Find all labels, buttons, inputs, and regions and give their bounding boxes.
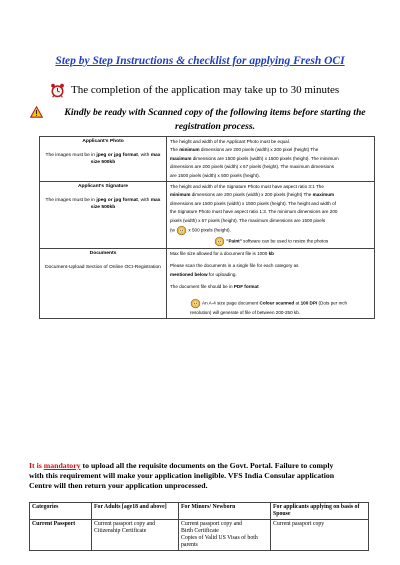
minors-current-passport: Current passport copy and Birth Certificate Copies of Valid US Visas of both parents [179, 520, 271, 551]
signature-row [40, 182, 375, 249]
signature-format-note: The images must be in jpeg or jpg format, with max size 500kb [45, 198, 161, 210]
adults-current-passport: Current passport copy and Citizenship Certificate [92, 520, 179, 551]
completion-time-note: The completion of the application may take up to 30 minutes [71, 84, 340, 96]
photo-format-note: The images must be in jpeg or jpg format, with max size 500kb [45, 153, 161, 165]
table-row [30, 520, 369, 551]
mandatory-upload-notice: It is mandatory to upload all the requisite documents on the Govt. Portal. Failure to comply with this requirement will make your application ineligible. VFS India Consular application Centre will then return your application unprocessed. [29, 461, 335, 490]
documents-label-cell [40, 249, 167, 319]
lion-mascot-icon [176, 225, 187, 236]
category-current-passport: Current Passport [30, 520, 92, 551]
lion-mascot-icon [190, 298, 201, 309]
signature-header: Applicant's Signature [77, 184, 129, 190]
signature-requirements: The height and width of the Signature Photo must have aspect ratio 3:1 The minimum dimensions are 200 pixels (width) x 200 pixels (height) The maximum dimensions are 1500 pixels (width) x 1500 pixels (height). The height and width of the Signature Photo must have aspect ratio 1:3. The minimum dimensions are 200 pixels (width) x 67 pixels (height). The maximum dimensions are 1500 pixels (w x 500 pixels (height). "Paint" software can be used to resize the photos [167, 182, 375, 249]
header-adults: For Adults [age18 and above] [92, 503, 179, 520]
documents-header: Documents [89, 251, 117, 257]
photo-requirements: The height and width of the Applicant Photo must be equal. The minimum dimensions are 200 pixels (width) x 200 pixel (height) The maximum dimensions are 1500 pixels (width) x 1500 pixels (height). The minimum dimensions are 200 pixels (width) x 67 pixels (height). The maximum dimensions are 1500 pixels (width) x 500 pixels (height). [167, 137, 375, 182]
photo-row [40, 137, 375, 182]
documents-requirements: Max file size allowed for a document file is 1000 kb Please scan the documents in a single file for each category as mentioned below for uploading. The document file should be in PDF format An A-4 size page document Colour scanned at 100 DPI (Dots per inch resolution) will generate of file of between 200-250 kb. [167, 249, 375, 319]
photo-label-cell [40, 137, 167, 182]
documents-section-note: Document-Upload Section of Online OCI-Registration [45, 265, 161, 271]
categories-header-row [30, 503, 369, 520]
alarm-clock-icon [50, 83, 65, 98]
page-title: Step by Step Instructions & checklist for applying Fresh OCI [55, 55, 345, 67]
spouse-current-passport: Current passport copy [271, 520, 369, 551]
scanned-copy-instruction: Kindly be ready with Scanned copy of the following items before starting the registration process. [64, 107, 366, 132]
header-minors: For Minors/ Newborn [179, 503, 271, 520]
signature-label-cell [40, 182, 167, 249]
header-spouse: For applicants applying on basis of Spouse [271, 503, 369, 520]
header-categories: Categories [30, 503, 92, 520]
documents-row [40, 249, 375, 319]
lion-mascot-icon [214, 236, 225, 247]
photo-header: Applicant's Photo [82, 139, 124, 144]
requirements-table [39, 136, 375, 319]
categories-table [29, 502, 369, 551]
warning-triangle-icon [30, 106, 43, 118]
